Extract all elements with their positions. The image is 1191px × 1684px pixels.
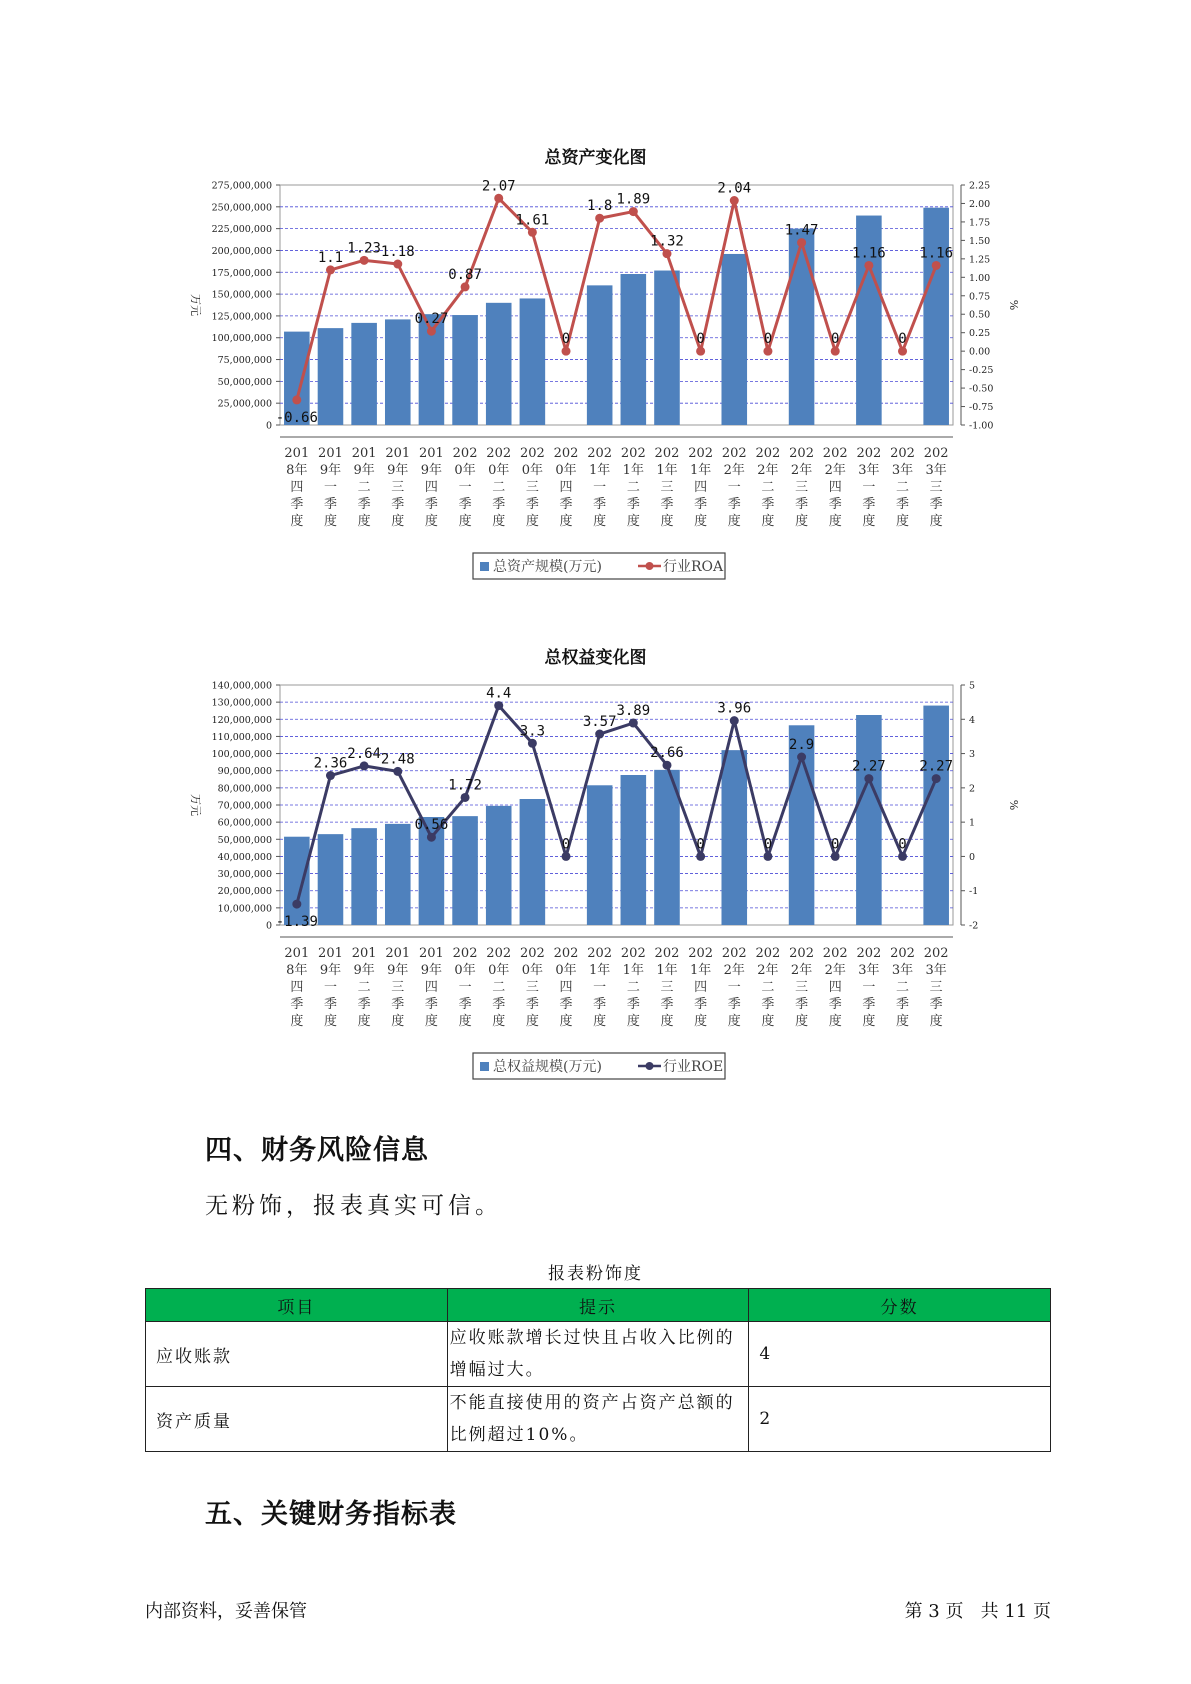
assets-y2-tick-label: 0.75 xyxy=(969,291,991,303)
assets-x-tick-label: 202 0年三季度 xyxy=(519,446,545,529)
assets-bar xyxy=(654,271,680,425)
assets-line-point xyxy=(932,261,941,270)
assets-legend-bar-label: 总资产规模(万元) xyxy=(493,559,602,575)
assets-x-tick-label: 202 2年三季度 xyxy=(789,446,814,529)
assets-line-point xyxy=(494,194,503,203)
equity-bar xyxy=(452,816,478,925)
equity-y-tick-label: 80,000,000 xyxy=(217,783,272,795)
assets-x-tick-label: 201 9年一季度 xyxy=(318,446,343,529)
equity-data-label: 3.3 xyxy=(519,723,546,740)
equity-x-tick-label: 201 9年一季度 xyxy=(318,946,343,1029)
equity-line-point xyxy=(292,900,301,909)
equity-bar xyxy=(621,775,647,925)
assets-line-point xyxy=(461,282,470,291)
section-5-heading: 五、关键财务指标表 xyxy=(205,1499,457,1530)
assets-y2-tick-label: -0.75 xyxy=(969,402,994,414)
equity-data-label: 2.64 xyxy=(347,745,381,762)
assets-bar xyxy=(621,274,647,425)
assets-data-label: 1.89 xyxy=(616,191,651,208)
assets-data-label: 0 xyxy=(561,331,571,348)
total-assets-chart xyxy=(0,170,1191,590)
assets-line-point xyxy=(393,260,402,269)
assets-data-label: 2.04 xyxy=(717,180,752,197)
equity-x-tick-label: 202 0年一季度 xyxy=(452,946,478,1029)
equity-line-point xyxy=(696,852,705,861)
equity-x-tick-label: 202 2年四季度 xyxy=(822,946,848,1029)
equity-bar xyxy=(385,824,411,925)
row-score: 2 xyxy=(749,1387,1051,1452)
equity-data-label: 2.66 xyxy=(650,745,684,762)
assets-x-tick-label: 202 2年四季度 xyxy=(822,446,848,529)
equity-x-tick-label: 202 1年二季度 xyxy=(620,946,646,1029)
equity-line-point xyxy=(898,852,907,861)
assets-legend-bar-swatch xyxy=(480,562,489,571)
assets-x-tick-label: 201 9年四季度 xyxy=(419,446,444,529)
equity-y-tick-label: 20,000,000 xyxy=(217,886,272,898)
assets-x-tick-label: 202 1年一季度 xyxy=(587,446,613,529)
assets-y2-tick-label: 2.00 xyxy=(969,198,991,210)
equity-x-tick-label: 202 0年二季度 xyxy=(486,946,512,1029)
equity-data-label: 3.57 xyxy=(582,714,617,731)
assets-data-label: 1.16 xyxy=(852,245,886,262)
equity-line-point xyxy=(427,833,436,842)
equity-data-label: 2.9 xyxy=(788,737,815,753)
assets-data-label: 0.27 xyxy=(414,311,449,328)
assets-x-tick-label: 202 2年一季度 xyxy=(721,446,747,529)
equity-x-tick-label: 201 9年三季度 xyxy=(385,946,411,1029)
assets-x-tick-label: 202 1年四季度 xyxy=(688,446,714,529)
assets-line-point xyxy=(629,207,638,216)
assets-y2-tick-label: -0.50 xyxy=(969,383,994,395)
section-4-text: 无粉饰，报表真实可信。 xyxy=(205,1193,502,1219)
equity-y2-tick-label: 5 xyxy=(969,680,976,692)
assets-data-label: -0.66 xyxy=(275,409,318,426)
equity-data-label: 0 xyxy=(763,836,773,853)
equity-line-point xyxy=(528,739,537,748)
equity-line-point xyxy=(595,730,604,739)
equity-data-label: 2.48 xyxy=(380,751,415,768)
assets-x-tick-label: 201 8年四季度 xyxy=(284,446,310,529)
equity-bar xyxy=(587,785,613,925)
assets-data-label: 0.87 xyxy=(448,266,482,283)
equity-x-tick-label: 201 8年四季度 xyxy=(284,946,310,1029)
equity-y-tick-label: 100,000,000 xyxy=(211,749,272,761)
equity-data-label: -1.39 xyxy=(275,914,318,931)
equity-y2-tick-label: 0 xyxy=(969,851,976,863)
equity-line-point xyxy=(932,774,941,783)
equity-x-tick-label: 202 2年一季度 xyxy=(721,946,747,1029)
equity-y-tick-label: 0 xyxy=(265,920,272,932)
assets-data-label: 0 xyxy=(696,331,705,348)
equity-y-tick-label: 110,000,000 xyxy=(211,731,272,743)
assets-y2-tick-label: -1.00 xyxy=(969,420,994,432)
assets-y-axis-title: 万元 xyxy=(189,294,202,316)
equity-x-tick-label: 202 0年三季度 xyxy=(519,946,545,1029)
assets-bar xyxy=(318,328,344,425)
equity-data-label: 2.27 xyxy=(852,758,886,775)
equity-y-tick-label: 140,000,000 xyxy=(211,680,272,692)
assets-line-point xyxy=(562,347,571,356)
assets-legend-line-label: 行业ROA xyxy=(663,559,724,575)
assets-line-point xyxy=(292,395,301,404)
equity-bar xyxy=(721,750,747,925)
assets-y2-tick-label: 1.00 xyxy=(969,272,991,284)
assets-y2-tick-label: -0.25 xyxy=(969,365,994,377)
equity-bar xyxy=(486,806,512,925)
equity-x-tick-label: 202 3年二季度 xyxy=(890,946,915,1029)
equity-bar xyxy=(284,837,310,925)
equity-line-point xyxy=(393,767,402,776)
equity-y2-axis-title: % xyxy=(1007,799,1020,811)
assets-bar xyxy=(351,323,377,425)
assets-line-point xyxy=(730,196,739,205)
footer-page-number: 第 3 页 共 11 页 xyxy=(904,1601,1051,1622)
equity-bar xyxy=(520,799,546,925)
assets-x-tick-label: 202 0年二季度 xyxy=(486,446,512,529)
assets-line-point xyxy=(864,261,873,270)
assets-line-point xyxy=(797,238,806,247)
equity-bar xyxy=(351,828,377,925)
assets-x-tick-label: 202 1年三季度 xyxy=(654,446,680,529)
assets-x-tick-label: 202 3年二季度 xyxy=(890,446,915,529)
assets-bar xyxy=(385,319,411,425)
assets-x-tick-label: 201 9年三季度 xyxy=(385,446,411,529)
equity-y-tick-label: 70,000,000 xyxy=(217,800,272,812)
assets-data-label: 0 xyxy=(898,331,907,348)
equity-line-point xyxy=(662,761,671,770)
equity-y-tick-label: 50,000,000 xyxy=(217,834,272,846)
equity-line-point xyxy=(494,701,503,710)
assets-line-point xyxy=(898,347,907,356)
assets-y-tick-label: 250,000,000 xyxy=(211,202,272,214)
equity-legend-bar-label: 总权益规模(万元) xyxy=(493,1059,602,1075)
assets-x-tick-label: 202 3年三季度 xyxy=(923,446,949,529)
table-row xyxy=(146,1387,1051,1452)
assets-y2-tick-label: 2.25 xyxy=(969,180,991,192)
equity-x-tick-label: 202 1年四季度 xyxy=(688,946,714,1029)
equity-data-label: 0 xyxy=(561,836,571,853)
assets-y-tick-label: 275,000,000 xyxy=(211,180,272,192)
equity-y-tick-label: 120,000,000 xyxy=(211,714,272,726)
assets-bar xyxy=(520,298,546,425)
assets-data-label: 1.47 xyxy=(784,222,819,239)
equity-x-tick-label: 201 9年四季度 xyxy=(419,946,444,1029)
equity-y-tick-label: 60,000,000 xyxy=(217,817,272,829)
section-4-heading: 四、财务风险信息 xyxy=(205,1135,429,1166)
assets-y-tick-label: 225,000,000 xyxy=(211,224,272,236)
header-score: 分数 xyxy=(749,1289,1051,1322)
equity-y-tick-label: 130,000,000 xyxy=(211,697,272,709)
assets-bar xyxy=(789,229,815,425)
equity-line-point xyxy=(763,852,772,861)
assets-legend-line-marker xyxy=(646,562,654,570)
equity-y2-tick-label: 1 xyxy=(969,817,976,829)
row-item: 资产质量 xyxy=(146,1387,448,1452)
assets-y2-tick-label: 1.75 xyxy=(969,217,991,229)
equity-line-point xyxy=(797,753,806,762)
equity-y2-tick-label: 3 xyxy=(969,749,976,761)
equity-data-label: 3.89 xyxy=(616,703,651,720)
equity-data-label: 0 xyxy=(696,836,705,853)
equity-data-label: 2.36 xyxy=(313,755,348,772)
equity-x-tick-label: 202 2年三季度 xyxy=(789,946,814,1029)
assets-data-label: 1.18 xyxy=(380,244,415,261)
assets-line-point xyxy=(696,347,705,356)
assets-x-tick-label: 201 9年二季度 xyxy=(351,446,377,529)
equity-legend-line-label: 行业ROE xyxy=(663,1059,724,1075)
equity-data-label: 4.4 xyxy=(486,685,512,702)
equity-line-point xyxy=(360,761,369,770)
assets-line-point xyxy=(595,214,604,223)
row-item: 应收账款 xyxy=(146,1322,448,1387)
total-equity-chart xyxy=(0,670,1191,1090)
assets-line-point xyxy=(662,249,671,258)
whitewash-table xyxy=(145,1288,1051,1452)
equity-y-axis-title: 万元 xyxy=(189,794,202,816)
equity-line-point xyxy=(326,771,335,780)
equity-y-tick-label: 90,000,000 xyxy=(217,766,272,778)
header-hint: 提示 xyxy=(447,1289,749,1322)
assets-line-point xyxy=(360,256,369,265)
assets-line-point xyxy=(326,265,335,274)
equity-y-tick-label: 40,000,000 xyxy=(217,851,272,863)
assets-y2-tick-label: 0.50 xyxy=(969,309,991,321)
assets-data-label: 1.16 xyxy=(919,245,954,262)
equity-line-point xyxy=(864,774,873,783)
assets-bar xyxy=(923,208,949,425)
equity-y2-tick-label: 2 xyxy=(969,783,976,795)
assets-y2-tick-label: 1.50 xyxy=(969,235,991,247)
equity-chart-title: 总权益变化图 xyxy=(544,648,647,668)
assets-data-label: 1.23 xyxy=(347,240,381,257)
assets-y-tick-label: 0 xyxy=(265,420,272,432)
equity-bar xyxy=(318,834,344,925)
equity-data-label: 0 xyxy=(898,836,907,853)
equity-bar xyxy=(923,706,949,925)
equity-bar xyxy=(856,715,882,925)
assets-x-tick-label: 202 1年二季度 xyxy=(620,446,646,529)
equity-y-tick-label: 30,000,000 xyxy=(217,869,272,881)
assets-y-tick-label: 150,000,000 xyxy=(211,289,272,301)
assets-y2-tick-label: 0.25 xyxy=(969,328,991,340)
equity-x-tick-label: 202 3年一季度 xyxy=(856,946,882,1029)
equity-x-tick-label: 202 0年四季度 xyxy=(553,946,579,1029)
assets-y-tick-label: 175,000,000 xyxy=(211,267,272,279)
row-hint: 应收账款增长过快且占收入比例的增幅过大。 xyxy=(447,1322,749,1387)
equity-x-tick-label: 202 1年三季度 xyxy=(654,946,680,1029)
equity-line-point xyxy=(562,852,571,861)
equity-line-point xyxy=(461,793,470,802)
equity-legend-line-marker xyxy=(646,1062,654,1070)
assets-y-tick-label: 100,000,000 xyxy=(211,333,272,345)
row-hint: 不能直接使用的资产占资产总额的比例超过10%。 xyxy=(447,1387,749,1452)
equity-x-tick-label: 201 9年二季度 xyxy=(351,946,377,1029)
assets-x-tick-label: 202 0年一季度 xyxy=(452,446,478,529)
assets-y-tick-label: 25,000,000 xyxy=(217,398,272,410)
assets-line-point xyxy=(528,228,537,237)
footer-confidential-note: 内部资料，妥善保管 xyxy=(145,1601,307,1622)
equity-y2-tick-label: -1 xyxy=(969,886,979,898)
assets-data-label: 1.32 xyxy=(650,233,684,250)
assets-y-tick-label: 75,000,000 xyxy=(217,355,272,367)
assets-data-label: 1.61 xyxy=(515,212,550,229)
equity-x-tick-label: 202 3年三季度 xyxy=(923,946,949,1029)
assets-bar xyxy=(721,254,747,425)
equity-x-tick-label: 202 1年一季度 xyxy=(587,946,613,1029)
table-caption: 报表粉饰度 xyxy=(548,1264,643,1284)
assets-y-tick-label: 125,000,000 xyxy=(211,311,272,323)
assets-bar xyxy=(587,285,613,425)
assets-y2-tick-label: 0.00 xyxy=(969,346,991,358)
assets-x-tick-label: 202 3年一季度 xyxy=(856,446,882,529)
assets-x-tick-label: 202 2年二季度 xyxy=(755,446,781,529)
equity-y2-tick-label: -2 xyxy=(969,920,979,932)
equity-line-point xyxy=(730,716,739,725)
equity-line-point xyxy=(629,719,638,728)
assets-line-point xyxy=(763,347,772,356)
table-header-row xyxy=(146,1289,1051,1322)
assets-y-tick-label: 50,000,000 xyxy=(217,376,272,388)
equity-data-label: 3.96 xyxy=(717,700,752,717)
equity-y2-tick-label: 4 xyxy=(969,714,976,726)
equity-legend-bar-swatch xyxy=(480,1062,489,1071)
table-row xyxy=(146,1322,1051,1387)
assets-data-label: 2.07 xyxy=(481,178,516,195)
assets-x-tick-label: 202 0年四季度 xyxy=(553,446,579,529)
equity-line-point xyxy=(831,852,840,861)
assets-y2-tick-label: 1.25 xyxy=(969,254,991,266)
assets-bar xyxy=(486,303,512,425)
assets-line-point xyxy=(427,327,436,336)
header-item: 项目 xyxy=(146,1289,448,1322)
equity-y-tick-label: 10,000,000 xyxy=(217,903,272,915)
equity-data-label: 0 xyxy=(831,836,840,853)
assets-y2-axis-title: % xyxy=(1007,299,1020,311)
equity-data-label: 1.72 xyxy=(448,777,482,794)
assets-data-label: 0 xyxy=(763,331,773,348)
equity-data-label: 0.56 xyxy=(414,817,449,834)
assets-bar xyxy=(452,315,478,425)
row-score: 4 xyxy=(749,1322,1051,1387)
assets-data-label: 0 xyxy=(831,331,840,348)
equity-data-label: 2.27 xyxy=(919,758,954,775)
assets-data-label: 1.8 xyxy=(587,198,613,215)
assets-line-point xyxy=(831,347,840,356)
assets-y-tick-label: 200,000,000 xyxy=(211,245,272,257)
equity-x-tick-label: 202 2年二季度 xyxy=(755,946,781,1029)
assets-data-label: 1.1 xyxy=(317,249,344,266)
asset-chart-title: 总资产变化图 xyxy=(544,148,647,168)
